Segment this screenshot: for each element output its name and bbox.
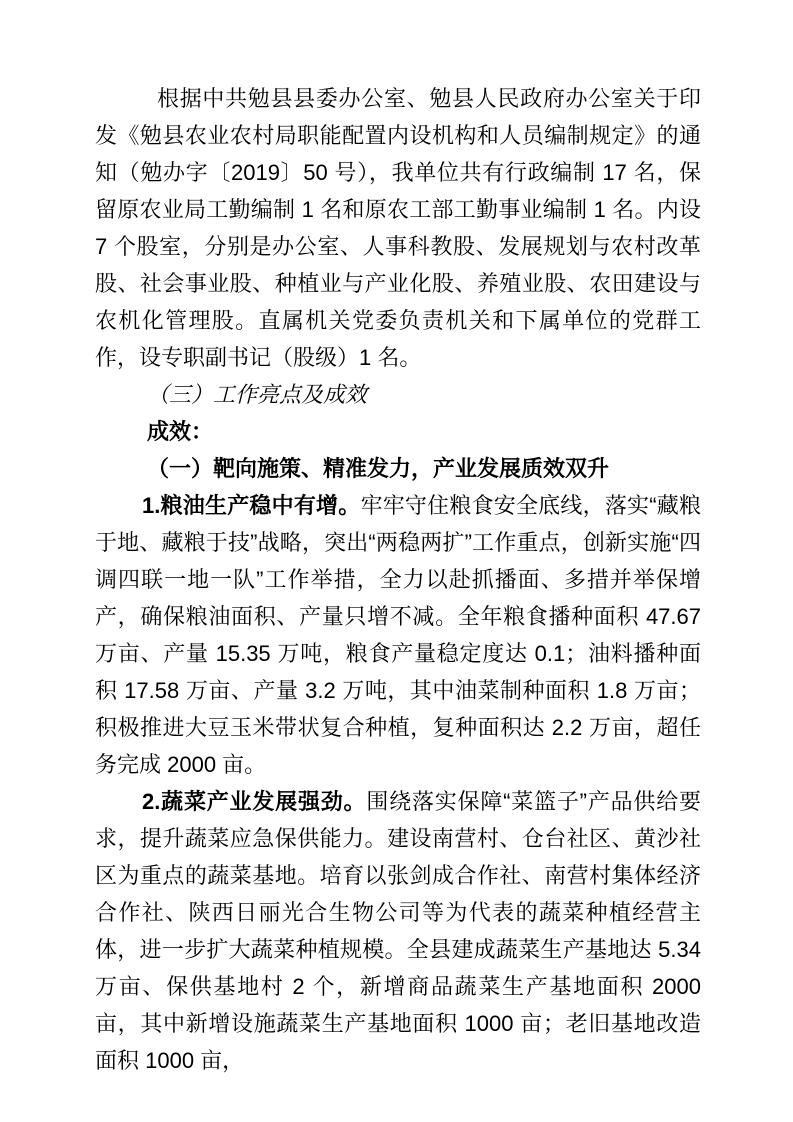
paragraph-vegetable-text: 围绕落实保障“菜篮子”产品供给要求，提升蔬菜应急保供能力。建设南营村、仓台社区、黄沙社区为重点的蔬菜基地。培育以张剑成合作社、南营村集体经济合作社、陕西日丽光合生物公司等为代表的蔬菜种植经营主体，进一步扩大蔬菜种植规模。全县建成蔬菜生产基地达 5.34 万亩、保供基地村 2 个，新增商品蔬菜生产基地面积 2000 亩，其中新增设施蔬菜生产基地面积 1000 亩；老旧基地改造面积 1000 亩， [95,789,701,1073]
paragraph-grain-oil [95,487,701,783]
paragraph-org-setup: 根据中共勉县县委办公室、勉县人民政府办公室关于印发《勉县农业农村局职能配置内设机构和人员编制规定》的通知（勉办字〔2019〕50 号），我单位共有行政编制 17 名，保留原农业局工勤编制 1 名和原农工部工勤事业编制 1 名。内设 7 个股室，分别是办公室、人事科教股、发展规划与农村改革股、社会事业股、种植业与产业化股、养殖业股、农田建设与农机化管理股。直属机关党委负责机关和下属单位的党群工作，设专职副书记（股级）1 名。 [95,86,701,370]
heading-section-one: （一）靶向施策、精准发力，产业发展质效双升 [147,456,610,481]
paragraph-vegetable [95,783,701,1079]
document-body [95,80,701,1079]
paragraph-grain-oil-text: 牢牢守住粮食安全底线，落实“藏粮于地、藏粮于技”战略，突出“两稳两扩”工作重点，创新实施“四调四联一地一队”工作举措，全力以赴抓播面、多措并举保增产，确保粮油面积、产量只增不减。全年粮食播种面积 47.67 万亩、产量 15.35 万吨，粮食产量稳定度达 0.1；油料播种面积 17.58 万亩、产量 3.2 万吨，其中油菜制种面积 1.8 万亩；积极推进大豆玉米带状复合种植，复种面积达 2.2 万亩，超任务完成 2000 亩。 [95,493,701,777]
heading-work-highlights: （三）工作亮点及成效 [147,382,368,407]
heading-chengxiao: 成效： [147,419,214,444]
paragraph-grain-oil-lead: 1.粮油生产稳中有增。 [142,493,361,518]
paragraph-vegetable-lead: 2.蔬菜产业发展强劲。 [142,789,367,814]
